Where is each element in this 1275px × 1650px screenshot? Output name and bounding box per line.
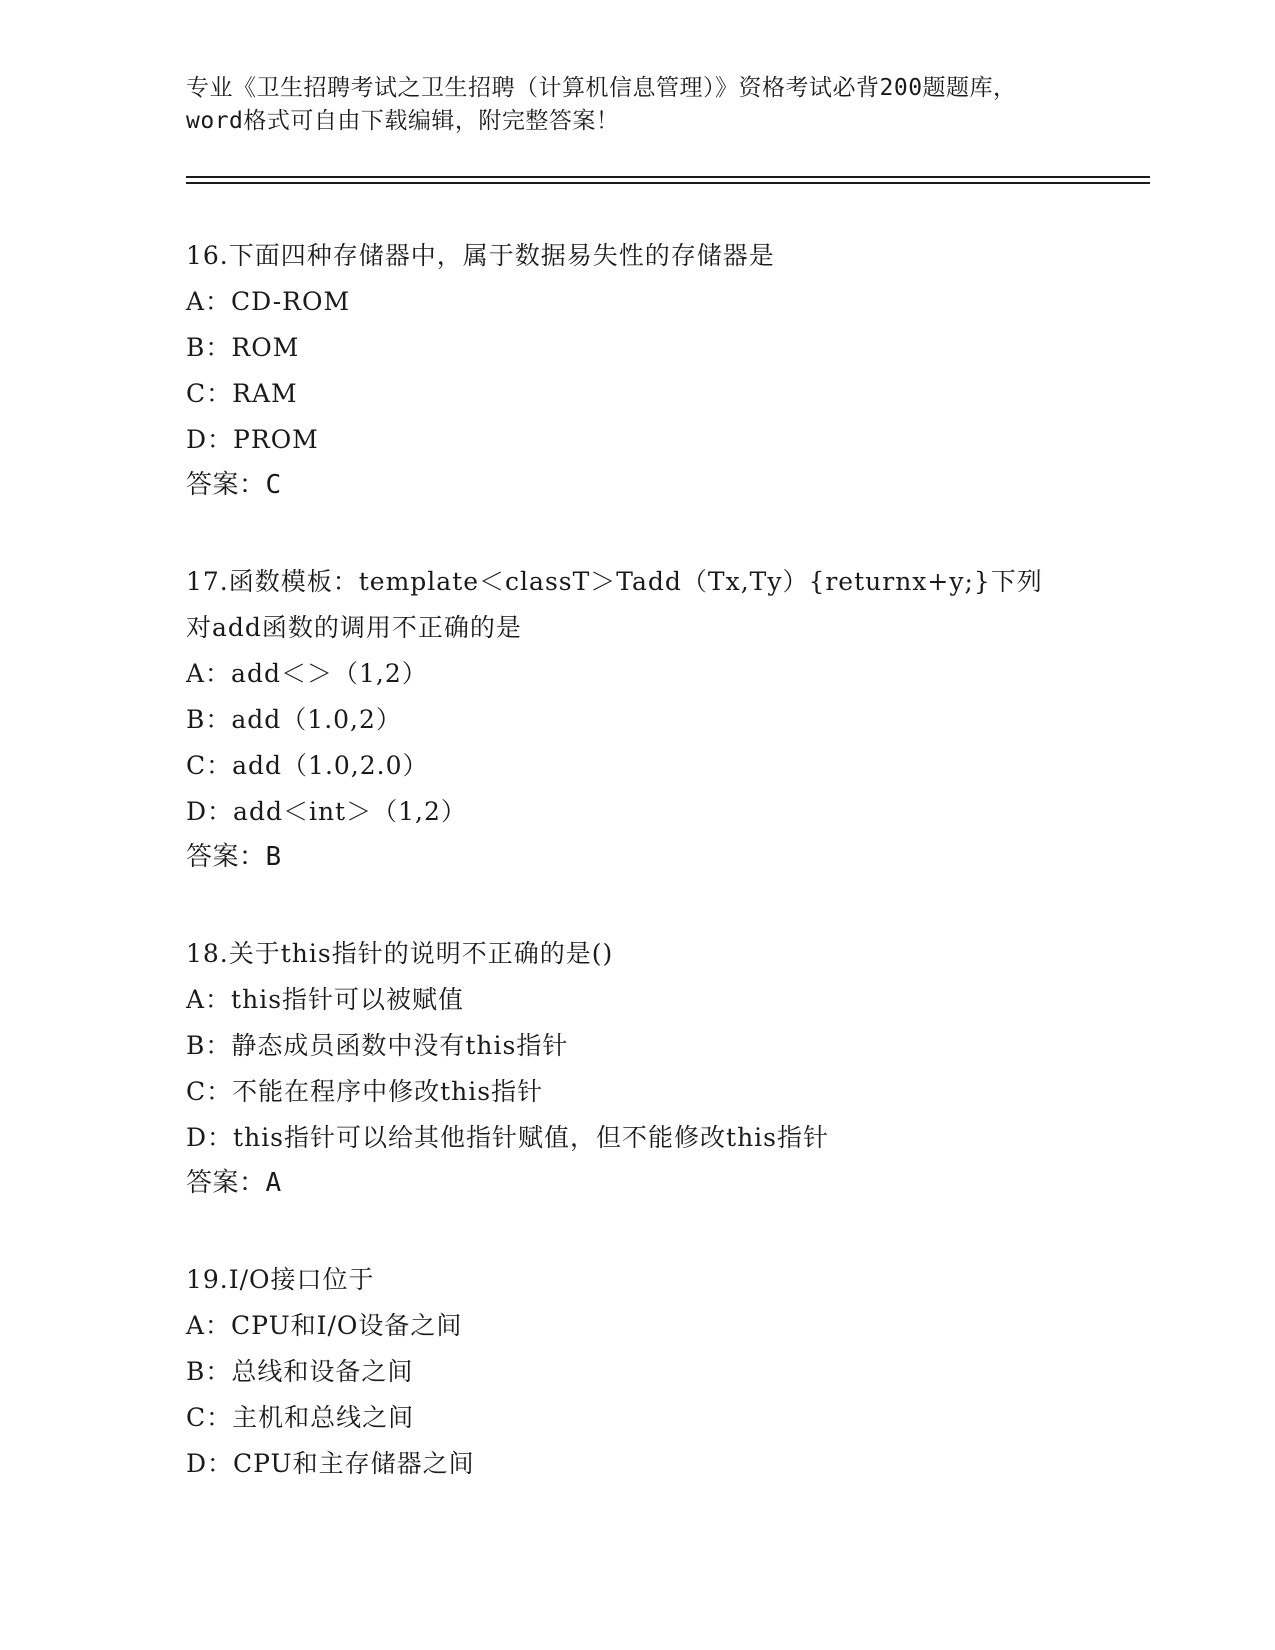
question-gap bbox=[186, 1205, 1186, 1257]
question-17 bbox=[186, 559, 1186, 879]
option-a: A：CD-ROM bbox=[186, 287, 351, 316]
option-b: B：总线和设备之间 bbox=[186, 1357, 414, 1386]
header-divider-top bbox=[186, 176, 1150, 178]
option-b: B：ROM bbox=[186, 333, 300, 362]
option-b: B：add（1.0,2） bbox=[186, 705, 402, 734]
header-divider-bottom bbox=[186, 182, 1150, 184]
question-stem: 18.关于this指针的说明不正确的是() bbox=[186, 939, 614, 968]
option-c: C：add（1.0,2.0） bbox=[186, 751, 429, 780]
option-d: D：PROM bbox=[186, 425, 319, 454]
option-d: D：this指针可以给其他指针赋值，但不能修改this指针 bbox=[186, 1123, 829, 1152]
question-16 bbox=[186, 233, 1186, 507]
question-stem: 17.函数模板：template＜classT＞Tadd（Tx,Ty）{returnx+y;}下列 bbox=[186, 567, 1043, 596]
question-gap bbox=[186, 879, 1186, 931]
option-a: A：add＜＞（1,2） bbox=[186, 659, 428, 688]
question-gap bbox=[186, 507, 1186, 559]
answer-line: 答案：B bbox=[186, 842, 282, 872]
header-line-1: 专业《卫生招聘考试之卫生招聘（计算机信息管理）》资格考试必背200题题库， bbox=[186, 75, 1017, 101]
option-a: A：this指针可以被赋值 bbox=[186, 985, 465, 1014]
question-19 bbox=[186, 1257, 1186, 1487]
option-a: A：CPU和I/O设备之间 bbox=[186, 1311, 463, 1340]
question-stem-continued: 对add函数的调用不正确的是 bbox=[186, 613, 522, 642]
option-b: B：静态成员函数中没有this指针 bbox=[186, 1031, 569, 1060]
question-18 bbox=[186, 931, 1186, 1205]
document-header bbox=[186, 72, 1086, 138]
answer-line: 答案：C bbox=[186, 470, 282, 500]
question-stem: 16.下面四种存储器中，属于数据易失性的存储器是 bbox=[186, 241, 775, 270]
header-line-2: word格式可自由下载编辑，附完整答案！ bbox=[186, 108, 620, 134]
option-d: D：add＜int＞（1,2） bbox=[186, 797, 467, 826]
question-list bbox=[186, 233, 1186, 1487]
option-c: C：不能在程序中修改this指针 bbox=[186, 1077, 544, 1106]
question-stem: 19.I/O接口位于 bbox=[186, 1265, 375, 1294]
option-c: C：主机和总线之间 bbox=[186, 1403, 415, 1432]
option-c: C：RAM bbox=[186, 379, 298, 408]
answer-line: 答案：A bbox=[186, 1168, 282, 1198]
option-d: D：CPU和主存储器之间 bbox=[186, 1449, 475, 1478]
